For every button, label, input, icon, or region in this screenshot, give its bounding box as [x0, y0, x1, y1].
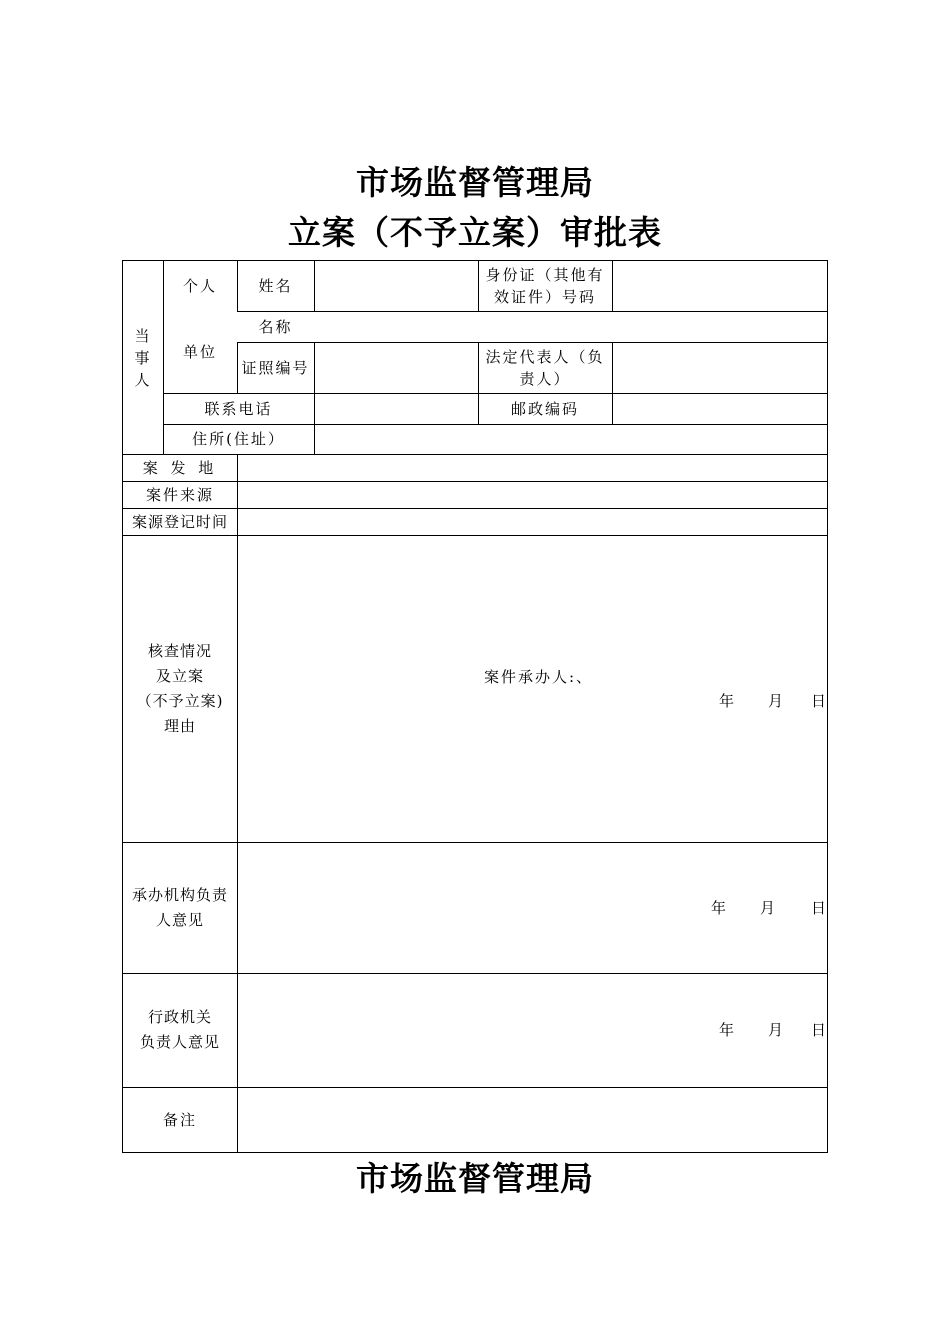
postcode-field[interactable]: [613, 393, 827, 424]
name-label: 姓名: [258, 277, 293, 295]
agency-date-year: 年: [719, 1021, 735, 1039]
phone-field[interactable]: [315, 393, 478, 424]
agency-head-opinion-field[interactable]: [238, 973, 827, 1087]
remarks-field[interactable]: [238, 1087, 827, 1152]
unit-name-field[interactable]: [315, 311, 827, 342]
review-date-month: 月: [768, 692, 784, 710]
dept-date-month: 月: [760, 899, 776, 917]
case-location-label: 案 发 地: [142, 458, 218, 477]
review-reason-field[interactable]: [238, 535, 827, 842]
remarks-label: 备注: [162, 1110, 197, 1129]
footer-org: 市场监督管理局: [356, 1159, 594, 1198]
page-title-form: 立案（不予立案）审批表: [288, 213, 662, 252]
agency-date-month: 月: [768, 1021, 784, 1039]
review-date-year: 年: [719, 692, 735, 710]
legal-representative-field[interactable]: [613, 342, 827, 393]
review-reason-label: 核查情况 及立案 （不予立案) 理由: [136, 641, 224, 735]
dept-head-opinion-field[interactable]: [238, 842, 827, 973]
dept-date-day: 日: [811, 899, 827, 917]
party-group-label: 当 事 人: [134, 326, 152, 389]
agency-head-opinion-label: 行政机关 负责人意见: [139, 1008, 220, 1051]
review-date-day: 日: [811, 692, 827, 710]
case-location-field[interactable]: [238, 454, 827, 481]
legal-representative-label: 法定代表人（负 责人）: [485, 347, 605, 388]
address-field[interactable]: [315, 424, 827, 454]
unit-label: 单位: [182, 343, 217, 361]
postcode-label: 邮政编码: [510, 399, 579, 418]
register-time-label: 案源登记时间: [131, 512, 228, 531]
phone-label: 联系电话: [204, 399, 273, 418]
agency-date-day: 日: [811, 1021, 827, 1039]
dept-head-opinion-label: 承办机构负责 人意见: [131, 885, 228, 929]
case-source-field[interactable]: [238, 481, 827, 508]
register-time-field[interactable]: [238, 508, 827, 535]
id-number-label: 身份证（其他有 效证件）号码: [485, 266, 605, 306]
address-label: 住所(住址）: [192, 430, 285, 448]
approval-form-table: [122, 260, 828, 1153]
page-title-org: 市场监督管理局: [356, 163, 594, 202]
dept-date-year: 年: [711, 899, 727, 917]
case-handler-label: 案件承办人:、: [484, 668, 594, 686]
name-field[interactable]: [315, 261, 478, 311]
case-source-label: 案件来源: [145, 485, 214, 504]
individual-label: 个人: [182, 277, 217, 295]
id-number-field[interactable]: [613, 261, 827, 311]
unit-name-label: 名称: [258, 317, 293, 336]
license-number-field[interactable]: [315, 342, 478, 393]
license-number-label: 证照编号: [241, 358, 310, 377]
